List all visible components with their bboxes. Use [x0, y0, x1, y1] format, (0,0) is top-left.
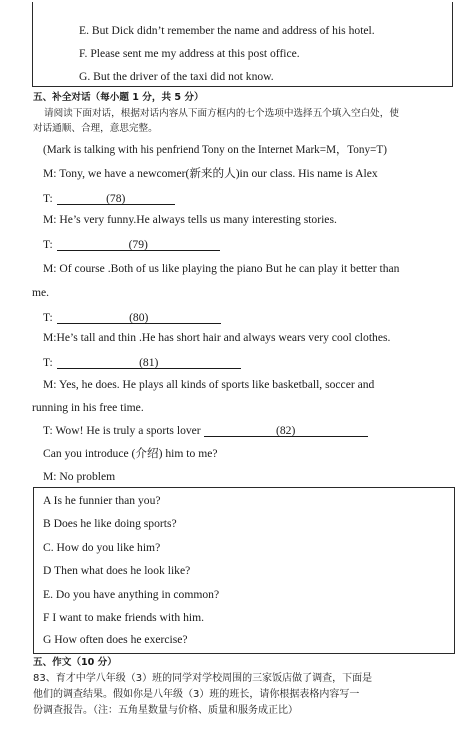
- dialogue-line: me.: [32, 286, 50, 299]
- dialogue-line: M: He’s very funny.He always tells us many interesting stories.: [43, 213, 337, 226]
- dialogue-line: running in his free time.: [32, 401, 144, 414]
- dialogue-line: [43, 424, 368, 438]
- instruction-line-2: 对话通顺、合理，意思完整。: [33, 123, 158, 134]
- speaker-t: T:: [43, 311, 53, 324]
- dialogue-text: T: Wow! He is truly a sports lover: [43, 424, 201, 437]
- dialogue-line: M: Of course .Both of us like playing the piano But he can play it better than: [43, 262, 400, 275]
- dialogue-line: [43, 311, 221, 325]
- answer-blank-78[interactable]: (78): [57, 192, 175, 205]
- answer-blank-79[interactable]: (79): [57, 238, 220, 251]
- writing-prompt-line-1: 83、育才中学八年级（3）班的同学对学校周围的三家饭店做了调查，下面是: [33, 673, 373, 684]
- top-option-g: G. But the driver of the taxi did not know.: [79, 70, 274, 83]
- speaker-t: T:: [43, 192, 53, 205]
- section-heading: 五、补全对话（每小题 1 分，共 5 分）: [33, 92, 204, 103]
- speaker-t: T:: [43, 238, 53, 251]
- answer-blank-80[interactable]: (80): [57, 311, 221, 324]
- writing-prompt-line-3: 份调查报告。（注：五角星数量与价格、质量和服务成正比）: [33, 705, 298, 716]
- dialogue-line: [43, 192, 175, 206]
- dialogue-line: [43, 356, 241, 370]
- writing-heading: 五、作文（10 分）: [33, 657, 117, 668]
- writing-prompt-line-2: 他们的调查结果。假如你是八年级（3）班的班长，请你根据表格内容写一: [33, 689, 360, 700]
- dialogue-line: Can you introduce (介绍) him to me?: [43, 447, 218, 460]
- speaker-t: T:: [43, 356, 53, 369]
- instruction-line-1: 请阅读下面对话，根据对话内容从下面方框内的七个选项中选择五个填入空白处，使: [44, 108, 399, 119]
- dialogue-line: M: Tony, we have a newcomer(新来的人)in our class. His name is Alex: [43, 167, 378, 180]
- option-g: G How often does he exercise?: [43, 633, 188, 646]
- answer-blank-82[interactable]: (82): [204, 424, 368, 437]
- option-e: E. Do you have anything in common?: [43, 588, 220, 601]
- answer-blank-81[interactable]: (81): [57, 356, 241, 369]
- dialogue-line: M: Yes, he does. He plays all kinds of sports like basketball, soccer and: [43, 378, 375, 391]
- top-option-f: F. Please sent me my address at this post office.: [79, 47, 300, 60]
- option-a: A Is he funnier than you?: [43, 494, 161, 507]
- top-option-e: E. But Dick didn’t remember the name and address of his hotel.: [79, 24, 375, 37]
- option-f: F I want to make friends with him.: [43, 611, 204, 624]
- dialogue-intro: (Mark is talking with his penfriend Tony on the Internet Mark=M，Tony=T): [43, 144, 387, 156]
- dialogue-line: M: No problem: [43, 470, 116, 483]
- dialogue-line: [43, 238, 220, 252]
- option-d: D Then what does he look like?: [43, 564, 191, 577]
- option-c: C. How do you like him?: [43, 541, 161, 554]
- option-b: B Does he like doing sports?: [43, 517, 177, 530]
- dialogue-line: M:He’s tall and thin .He has short hair and always wears very cool clothes.: [43, 331, 391, 344]
